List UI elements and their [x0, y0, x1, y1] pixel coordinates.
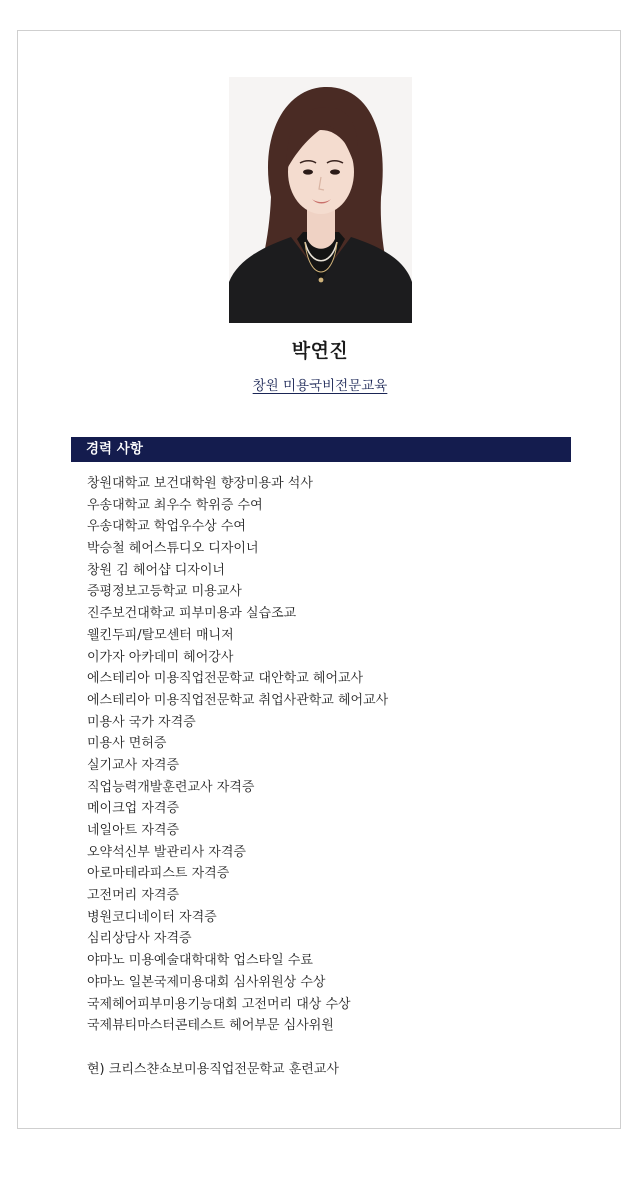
career-item: 병원코디네이터 자격증: [87, 909, 217, 925]
career-item: 에스테리아 미용직업전문학교 취업사관학교 헤어교사: [87, 692, 389, 708]
career-item: 오약석신부 발관리사 자격증: [87, 844, 246, 860]
career-list: [87, 473, 388, 1037]
career-item: 네일아트 자격증: [87, 823, 180, 838]
profile-photo: [229, 77, 412, 323]
instructor-name: 박연진: [291, 340, 349, 362]
career-item: 국제뷰티마스터콘테스트 헤어부문 심사위원: [87, 1018, 334, 1034]
career-item: 야마노 미용예술대학대학 업스타일 수료: [87, 953, 313, 969]
career-item: 웰킨두피/탈모센터 매니저: [87, 627, 234, 643]
career-item: 야마노 일본국제미용대회 심사위원상 수상: [87, 974, 326, 990]
career-item: 증평정보고등학교 미용교사: [87, 584, 242, 600]
career-item: 에스테리아 미용직업전문학교 대안학교 헤어교사: [87, 671, 364, 687]
career-item: 창원 김 헤어샵 디자이너: [87, 562, 225, 578]
career-item: 심리상담사 자격증: [87, 931, 192, 947]
career-item: 미용사 국가 자격증: [87, 714, 196, 730]
instructor-subtitle-text: 창원 미용국비전문교육: [252, 378, 388, 394]
current-position: 현) 크리스챤쇼보미용직업전문학교 훈련교사: [87, 1062, 339, 1077]
career-item: 우송대학교 최우수 학위증 수여: [87, 497, 263, 513]
career-item: 창원대학교 보건대학원 향장미용과 석사: [87, 476, 313, 491]
instructor-card: [17, 30, 621, 1129]
career-item: 실기교사 자격증: [87, 757, 180, 773]
career-item: 아로마테라피스트 자격증: [87, 866, 230, 882]
career-item: 고전머리 자격증: [87, 888, 180, 904]
career-item: 국제헤어피부미용기능대회 고전머리 대상 수상: [87, 996, 351, 1012]
career-item: 미용사 면허증: [87, 736, 167, 752]
instructor-subtitle-link[interactable]: [18, 374, 622, 394]
career-section-heading: 경력 사항: [71, 437, 571, 462]
career-item: 진주보건대학교 피부미용과 실습조교: [87, 606, 297, 622]
career-item: 메이크업 자격증: [87, 801, 180, 817]
career-item: 이가자 아카데미 헤어강사: [87, 649, 234, 665]
career-item: 직업능력개발훈련교사 자격증: [87, 779, 255, 795]
career-item: 박승철 헤어스튜디오 디자이너: [87, 541, 259, 557]
career-item: 우송대학교 학업우수상 수여: [87, 519, 246, 535]
